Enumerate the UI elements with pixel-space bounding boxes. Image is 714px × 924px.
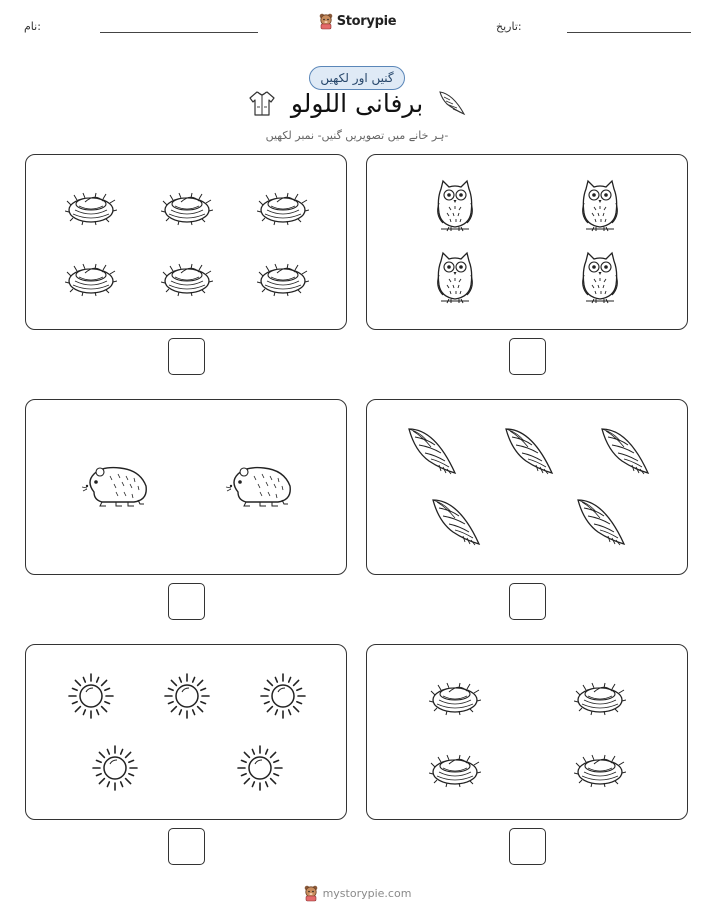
date-label: تاریخ: <box>496 20 522 33</box>
nest-icon <box>65 193 117 225</box>
answer-box[interactable] <box>168 583 205 620</box>
nest-icon <box>161 264 213 296</box>
brand-name: Storypie <box>336 14 397 29</box>
count-card-wings <box>366 399 688 575</box>
sun-icon <box>93 746 137 790</box>
owl-icon <box>583 253 618 303</box>
nest-icon <box>429 683 481 715</box>
name-label: نام: <box>24 20 41 33</box>
task-tag: گنیں اور لکھیں <box>309 66 404 90</box>
wing-icon <box>506 429 552 474</box>
sun-icon <box>69 674 113 718</box>
brand-logo <box>0 13 714 34</box>
count-card-nests-1 <box>25 154 347 330</box>
wing-icon <box>602 429 648 474</box>
nest-icon <box>161 193 213 225</box>
nest-icon <box>65 264 117 296</box>
nest-icon <box>429 755 481 787</box>
wing-icon <box>433 500 479 545</box>
storypie-mascot-icon <box>303 885 319 902</box>
footer-url[interactable]: mystorypie.com <box>322 887 412 900</box>
instructions: ہر خانے میں تصویریں گنیں- نمبر لکھیں- <box>265 129 449 142</box>
wing-title-icon <box>437 88 467 118</box>
answer-box[interactable] <box>509 338 546 375</box>
answer-box[interactable] <box>168 338 205 375</box>
hamster-icon <box>82 468 146 506</box>
owl-icon <box>438 253 473 303</box>
answer-box[interactable] <box>168 828 205 865</box>
owl-icon <box>583 181 618 231</box>
count-card-hamsters <box>25 399 347 575</box>
wing-icon <box>578 500 624 545</box>
nest-icon <box>257 264 309 296</box>
sun-icon <box>238 746 282 790</box>
answer-box[interactable] <box>509 828 546 865</box>
nest-icon <box>574 755 626 787</box>
owl-icon <box>438 181 473 231</box>
count-card-suns <box>25 644 347 820</box>
footer <box>0 885 714 906</box>
worksheet-title: برفانی اللولو <box>290 88 424 118</box>
jacket-icon <box>247 88 277 118</box>
wing-icon <box>409 429 455 474</box>
count-card-owls <box>366 154 688 330</box>
storypie-mascot-icon <box>318 13 334 30</box>
date-line[interactable] <box>567 32 691 33</box>
sun-icon <box>165 674 209 718</box>
answer-box[interactable] <box>509 583 546 620</box>
sun-icon <box>261 674 305 718</box>
count-card-nests-2 <box>366 644 688 820</box>
nest-icon <box>574 683 626 715</box>
hamster-icon <box>226 468 290 506</box>
nest-icon <box>257 193 309 225</box>
